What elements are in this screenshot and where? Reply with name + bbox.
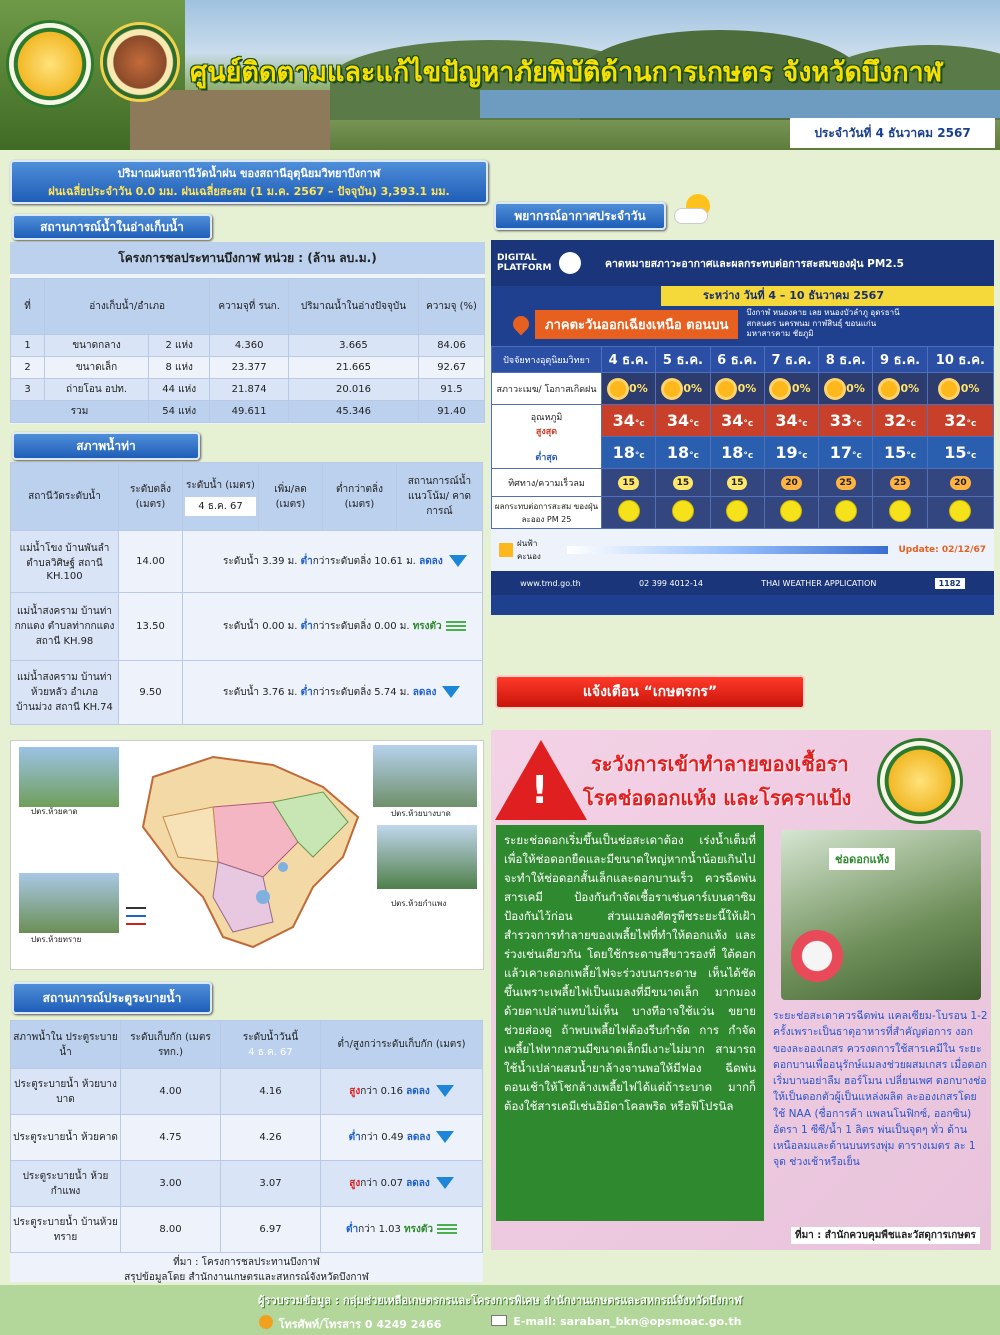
rain-chance: 0% <box>900 381 920 395</box>
min-temp-value: 15 <box>944 443 967 462</box>
map-legend <box>126 901 266 957</box>
sky-cell <box>819 373 873 405</box>
level-summary <box>183 593 483 661</box>
cell: รวม <box>11 401 149 423</box>
day-header: 8 ธ.ค. <box>819 347 873 373</box>
station-name: แม่น้ำสงคราม บ้านท่ากกแดง ตำบลท่ากกแดง สถานี KH.98 <box>11 593 119 661</box>
pm-moderate-icon <box>726 500 748 522</box>
low-word: ต่ำ <box>300 687 313 698</box>
high-low-word: ต่ำ <box>346 1224 359 1235</box>
day-header: 5 ธ.ค. <box>656 347 710 373</box>
alert-headline-2: โรคช่อดอกแห้ง และโรคราแป้ง <box>583 786 852 810</box>
min-temp <box>927 437 993 469</box>
rain-chance: 0% <box>629 381 648 395</box>
storm-icon <box>499 543 513 557</box>
reservoir-table-wrap <box>10 242 485 424</box>
min-temp <box>873 437 927 469</box>
level-label: ระดับน้ำ (เมตร) <box>186 479 255 491</box>
table-row <box>11 1115 483 1161</box>
report-date: ประจำวันที่ 4 ธันวาคม 2567 <box>790 118 995 148</box>
rain-summary <box>10 160 488 204</box>
table-row <box>11 335 485 357</box>
alert-source: ที่มา : สำนักควบคุมพืชและวัสดุการเกษตร <box>791 1227 980 1244</box>
max-temp <box>602 405 656 437</box>
cell: 21.874 <box>210 379 289 401</box>
cell: 91.5 <box>419 379 485 401</box>
wind-speed: 25 <box>890 476 911 490</box>
level-date: 4 ธ.ค. 67 <box>185 497 256 516</box>
rain-values: ฝนเฉลี่ยประจำวัน 0.0 มม. ฝนเฉลี่ยสะสม (1 ม.ค. 2567 – ปัจจุบัน) 3,393.1 มม. <box>48 185 450 198</box>
photo-gate-3 <box>373 745 477 807</box>
gates-section-title: สถานการณ์ประตูระบายน้ำ <box>12 982 212 1014</box>
col-gate-name: สภาพน้ำใน ประตูระบายน้ำ <box>11 1021 121 1069</box>
ministry-logo <box>877 738 963 824</box>
max-label: สูงสุด <box>535 426 558 437</box>
forecast-headline: คาดหมายสภาวะอากาศและผลกระทบต่อการสะสมของฝุ่น PM2.5 <box>605 257 904 270</box>
cell: 49.611 <box>210 401 289 423</box>
status-badge: ลดลง <box>406 1132 431 1143</box>
below-text: กว่าระดับตลิ่ง 5.74 ม. <box>312 687 410 698</box>
arrow-down-icon <box>436 1131 454 1143</box>
high-low-word: สูง <box>349 1178 361 1189</box>
diff-text: กว่า 0.49 <box>360 1132 404 1143</box>
photo-label: ปตร.ห้วยทราย <box>31 935 82 944</box>
temp-unit: °c <box>797 419 808 429</box>
arrow-down-icon <box>442 686 460 698</box>
min-temp-value: 18 <box>612 443 635 462</box>
status-badge: ทรงตัว <box>404 1224 433 1235</box>
footer-phone: โทรศัพท์/โทรสาร 0 4249 2466 <box>278 1318 442 1331</box>
river-table <box>10 462 483 725</box>
photo-label: ปตร.ห้วยคาด <box>31 807 78 816</box>
forecast-panel <box>491 240 994 615</box>
location-pin-icon <box>510 313 533 336</box>
rain-chance: 0% <box>791 381 811 395</box>
gate-name: ประตูระบายน้ำ ห้วยคาด <box>11 1115 121 1161</box>
min-temp <box>656 437 710 469</box>
cell: 2 แห่ง <box>149 335 210 357</box>
col-name: อ่างเก็บน้ำ/อำเภอ <box>45 279 210 335</box>
col-below: ต่ำกว่าตลิ่ง (เมตร) <box>323 463 397 531</box>
level-text: ระดับน้ำ 0.00 ม. <box>223 621 298 632</box>
rain-chance: 0% <box>960 381 980 395</box>
wind-cell <box>819 469 873 497</box>
alert-panel <box>491 730 991 1250</box>
min-temp <box>764 437 818 469</box>
sun-icon <box>718 381 734 397</box>
min-temp <box>602 437 656 469</box>
diff-text: กว่า 0.16 <box>360 1086 403 1097</box>
cell: 84.06 <box>419 335 485 357</box>
rain-chance: 0% <box>846 381 865 395</box>
high-low-word: ต่ำ <box>348 1132 361 1143</box>
level-summary <box>183 531 483 593</box>
row-label: อุณหภูมิ <box>530 412 563 423</box>
map-panel <box>10 740 484 970</box>
app-name: THAI WEATHER APPLICATION <box>761 578 877 588</box>
wind-cell <box>710 469 764 497</box>
cell: 3.665 <box>288 335 418 357</box>
max-temp <box>656 405 710 437</box>
max-temp-value: 34 <box>775 411 798 430</box>
update-stamp: Update: 02/12/67 <box>898 545 986 555</box>
table-row <box>11 593 483 661</box>
pm-moderate-icon <box>618 500 640 522</box>
arrow-down-icon <box>436 1177 454 1189</box>
sky-cell <box>656 373 710 405</box>
cell: ขนาดเล็ก <box>45 357 149 379</box>
min-temp-value: 19 <box>775 443 798 462</box>
alert-headline-1: ระวังการเข้าทำลายของเชื้อรา <box>591 752 849 776</box>
pm-cell <box>656 497 710 529</box>
row-label: สภาวะเมฆ/ โอกาสเกิดฝน <box>492 373 602 405</box>
col-store: ระดับเก็บกัก (เมตร รทก.) <box>121 1021 221 1069</box>
store-level: 4.75 <box>121 1115 221 1161</box>
status-badge: ลดลง <box>406 1086 430 1097</box>
web-link[interactable]: www.tmd.go.th <box>520 578 581 588</box>
status-badge: ลดลง <box>419 556 443 567</box>
cell: 20.016 <box>288 379 418 401</box>
river-section-title: สภาพน้ำท่า <box>12 432 200 460</box>
arrow-down-icon <box>449 555 467 567</box>
forecast-provinces: บึงกาฬ หนองคาย เลย หนองบัวลำภู อุดรธานี สกลนคร นครพนม กาฬสินธุ์ ขอนแก่น มหาสารคาม ชัยภูมิ <box>746 308 900 339</box>
brand-label: DIGITAL PLATFORM <box>497 253 552 273</box>
min-temp-value: 18 <box>666 443 690 462</box>
max-temp-value: 34 <box>612 411 635 430</box>
today-date: 4 ธ.ค. 67 <box>248 1046 293 1058</box>
rain-chance: 0% <box>737 381 757 395</box>
temp-unit: °c <box>906 451 917 461</box>
cell: 45.346 <box>288 401 418 423</box>
diff-text: กว่า 0.07 <box>360 1178 403 1189</box>
max-temp-value: 33 <box>829 411 852 430</box>
sun-cloud-icon <box>672 192 716 228</box>
sun-icon <box>664 381 680 397</box>
wind-speed: 20 <box>950 476 971 490</box>
min-temp-value: 15 <box>883 443 907 462</box>
source-line: ที่มา : โครงการชลประทานบึงกาฬ <box>173 1257 320 1268</box>
temp-unit: °c <box>634 451 645 461</box>
today-label: ระดับน้ำวันนี้ <box>242 1031 299 1043</box>
level-text: ระดับน้ำ 3.39 ม. <box>223 556 298 567</box>
max-temp-value: 34 <box>666 411 690 430</box>
status-badge: ลดลง <box>412 687 437 698</box>
source-line: สรุปข้อมูลโดย สำนักงานเกษตรและสหกรณ์จังหวัดบึงกาฬ <box>124 1272 369 1283</box>
max-temp-value: 34 <box>721 411 744 430</box>
cell: 21.665 <box>288 357 418 379</box>
alert-section-title: แจ้งเตือน “เกษตรกร” <box>495 675 805 709</box>
day-header: 4 ธ.ค. <box>602 347 656 373</box>
wind-speed: 15 <box>618 476 639 490</box>
pm-cell <box>710 497 764 529</box>
pm-moderate-icon <box>889 500 911 522</box>
col-pct: ความจุ (%) <box>419 279 485 335</box>
day-header: 9 ธ.ค. <box>873 347 927 373</box>
photo-gate-1 <box>19 747 119 807</box>
day-header: 7 ธ.ค. <box>764 347 818 373</box>
diff-text: กว่า 1.03 <box>358 1224 401 1235</box>
forecast-section-title: พยากรณ์อากาศประจำวัน <box>494 202 666 230</box>
footer-email[interactable]: E-mail: saraban_bkn@opsmoac.go.th <box>513 1315 742 1328</box>
sky-cell <box>873 373 927 405</box>
pm-moderate-icon <box>780 500 802 522</box>
min-temp <box>710 437 764 469</box>
wind-cell <box>927 469 993 497</box>
wind-cell <box>873 469 927 497</box>
min-temp-value: 17 <box>829 443 852 462</box>
table-row <box>11 661 483 725</box>
wind-speed: 15 <box>673 476 694 490</box>
row-label: ทิศทาง/ความเร็วลม <box>492 469 602 497</box>
col-change: เพิ่ม/ลด (เมตร) <box>259 463 323 531</box>
low-word: ต่ำ <box>300 621 313 632</box>
steady-icon <box>446 619 466 633</box>
cell: ขนาดกลาง <box>45 335 149 357</box>
temp-unit: °c <box>966 419 977 429</box>
phone-icon <box>259 1315 273 1329</box>
max-temp <box>710 405 764 437</box>
alert-body: ระยะช่อดอกเริ่มขึ้นเป็นช่อสะเดาต้อง เร่งน้ำเต็มที่ เพื่อให้ช่อดอกยืดและมีขนาดใหญ่หากน้ำน้อยเกินไป จะทำให้ช่อดอกสั้นเล็กและดอกบานเร็ว ควรฉีดพ่น สารเคมี ป้องกันกำจัดเชื้อราเช่นคาร์เบนดาซิม ป้องกันไว้ก่อน ส่วนแมลงศัตรูพืชระยะนี้ให้เฝ้า สำรวจการทำลายของเพลี้ยไฟที่ทำให้ดอกแห้ง และร่วงเช่นเดียวกัน โดยใช้กระดาษสีขาวรองที่ ใต้ดอกแล้วเคาะดอกเพลี้ยไฟจะร่วงบนกระดาษ เห็นได้ชัดขึ้นเพราะเพลี้ยไฟเป็นแมลงที่มีขนาดเล็ก มากมองด้วยตาเปล่าแทบไม่เห็น บางทีอาจใช้แว่น ขยายช่วยส่องดู ถ้าพบเพลี้ยไฟต้องรีบกำจัด การ กำจัดเพลี้ยไฟหากสวนมีขนาดเล็กมีเงาะไม่มาก สามารถใช้น้ำเปล่าผสมน้ำยาล้างจานพอให้มีฟอง ฉีดพ่นตอนเช้าให้โชกล้างเพลี้ยไฟได้แต่ถ้าระบาด มากก็ต้องใช้สารเคมีเช่นอิมิดาโคลพริด หรือฟิโปรนิล <box>496 825 764 1221</box>
col-no: ที่ <box>11 279 45 335</box>
level-summary <box>183 661 483 725</box>
today-level: 6.97 <box>221 1207 321 1253</box>
day-header: 6 ธ.ค. <box>710 347 764 373</box>
cell: 1 <box>11 335 45 357</box>
col-trend: สถานการณ์น้ำ แนวโน้ม/ คาดการณ์ <box>397 463 483 531</box>
low-word: ต่ำ <box>300 556 313 567</box>
wind-speed: 15 <box>727 476 748 490</box>
wind-cell <box>656 469 710 497</box>
temp-unit: °c <box>851 419 862 429</box>
forecast-region: ภาคตะวันออกเฉียงเหนือ ตอนบน <box>535 310 738 339</box>
temp-unit: °c <box>689 419 699 429</box>
forecast-period: ระหว่าง วันที่ 4 – 10 ธันวาคม 2567 <box>661 286 994 306</box>
min-temp <box>819 437 873 469</box>
temp-unit: °c <box>906 419 917 429</box>
store-level: 8.00 <box>121 1207 221 1253</box>
diff-cell <box>321 1207 483 1253</box>
photo-gate-4 <box>377 825 477 889</box>
pm-cell <box>927 497 993 529</box>
bank-level: 13.50 <box>119 593 183 661</box>
temp-unit: °c <box>797 451 808 461</box>
tmd-logo <box>559 252 581 274</box>
temp-unit: °c <box>966 451 977 461</box>
pm-moderate-icon <box>835 500 857 522</box>
min-temp-value: 18 <box>721 443 744 462</box>
table-row <box>11 531 483 593</box>
temp-label-cell <box>492 405 602 469</box>
phone-number: 02 399 4012-14 <box>639 578 703 588</box>
pm-cell <box>602 497 656 529</box>
wind-speed: 25 <box>836 476 857 490</box>
rain-title: ปริมาณฝนสถานีวัดน้ำฝน ของสถานีอุตุนิยมวิทยาบึงกาฬ <box>117 167 381 180</box>
max-temp-value: 32 <box>883 411 907 430</box>
temp-unit: °c <box>743 451 754 461</box>
arrow-down-icon <box>436 1085 454 1097</box>
col-today <box>221 1021 321 1069</box>
rain-chance: 0% <box>683 381 703 395</box>
max-temp <box>764 405 818 437</box>
page-title: ศูนย์ติดตามและแก้ไขปัญหาภัยพิบัติด้านการเกษตร จังหวัดบึงกาฬ <box>190 57 943 88</box>
day-header: 10 ธ.ค. <box>927 347 993 373</box>
bank-level: 14.00 <box>119 531 183 593</box>
below-text: กว่าระดับตลิ่ง 0.00 ม. <box>312 621 410 632</box>
cell: 23.377 <box>210 357 289 379</box>
gates-table <box>10 1020 483 1253</box>
today-level: 4.26 <box>221 1115 321 1161</box>
sky-cell <box>710 373 764 405</box>
sky-cell <box>764 373 818 405</box>
province-seal <box>100 22 180 102</box>
wind-cell <box>602 469 656 497</box>
temp-unit: °c <box>689 451 699 461</box>
sun-cloud-icon <box>827 381 843 397</box>
today-level: 4.16 <box>221 1069 321 1115</box>
col-cap: ความจุที่ รนก. <box>210 279 289 335</box>
hotline-number: 1182 <box>935 578 965 589</box>
max-temp <box>819 405 873 437</box>
diff-cell <box>321 1115 483 1161</box>
cell: 4.360 <box>210 335 289 357</box>
today-level: 3.07 <box>221 1161 321 1207</box>
col-station: สถานีวัดระดับน้ำ <box>11 463 119 531</box>
max-temp-value: 32 <box>944 411 967 430</box>
forecast-table <box>491 346 994 529</box>
sky-cell <box>602 373 656 405</box>
photo-label: ปตร.ห้วยกำแพง <box>391 899 447 908</box>
table-total-row <box>11 401 485 423</box>
diff-cell <box>321 1161 483 1207</box>
station-name: แม่น้ำสงคราม บ้านท่าห้วยหลัว อำเภอบ้านม่วง สถานี KH.74 <box>11 661 119 725</box>
sun-cloud-icon <box>772 381 788 397</box>
pm-moderate-icon <box>672 500 694 522</box>
gates-table-wrap <box>10 1020 483 1282</box>
cell: 8 แห่ง <box>149 357 210 379</box>
legend-label: ฝนฟ้า คะนอง <box>517 539 541 561</box>
pm-cell <box>819 497 873 529</box>
col-cur: ปริมาณน้ำในอ่างปัจจุบัน <box>288 279 418 335</box>
sun-icon <box>610 381 626 397</box>
wind-speed: 20 <box>781 476 802 490</box>
pm-cell <box>764 497 818 529</box>
forecast-topbar <box>491 240 994 286</box>
plant-photo <box>781 830 981 1000</box>
max-temp <box>873 405 927 437</box>
temp-unit: °c <box>851 451 862 461</box>
footer <box>0 1285 1000 1335</box>
cell: 91.40 <box>419 401 485 423</box>
row-label: ปัจจัยทางอุตุนิยมวิทยา <box>492 347 602 373</box>
high-low-word: สูง <box>349 1086 361 1097</box>
status-badge: ทรงตัว <box>412 621 442 632</box>
legend-scale <box>567 546 888 554</box>
pm-cell <box>873 497 927 529</box>
status-badge: ลดลง <box>406 1178 430 1189</box>
pm-moderate-icon <box>949 500 971 522</box>
ministry-logo <box>6 20 94 108</box>
forecast-contact <box>491 571 994 595</box>
cell: 92.67 <box>419 357 485 379</box>
sky-cell <box>927 373 993 405</box>
store-level: 4.00 <box>121 1069 221 1115</box>
gate-name: ประตูระบายน้ำ ห้วยกำแพง <box>11 1161 121 1207</box>
col-diff: ต่ำ/สูงกว่าระดับเก็บกัก (เมตร) <box>321 1021 483 1069</box>
gate-name: ประตูระบายน้ำ บ้านห้วยทราย <box>11 1207 121 1253</box>
cell: ถ่ายโอน อปท. <box>45 379 149 401</box>
warning-exclamation: ! <box>531 768 549 812</box>
level-text: ระดับน้ำ 3.76 ม. <box>223 687 298 698</box>
alert-side-text: ระยะช่อสะเดาควรฉีดพ่น แคลเซียม-โบรอน 1-2 ครั้งเพราะเป็นธาตุอาหารที่สำคัญต่อการ งอกของละอองเกสร ควรงดการใช้สารเคมีใน ระยะดอกบานเพื่ออนุรักษ์แมลงช่วยผสมเกสร เมื่อดอกเริ่มบานอย่าลืม ฮอร์โมน เปลี่ยนเพศ ดอกบางช่อให้เป็นดอกตัวผู้เป็นแหล่งผลิต ละอองเกสรโดยใช้ NAA (ชื่อการค้า แพลนโนฟิกซ์, ออกซิน) อัตรา 1 ซีซี/น้ำ 1 ลิตร พ่นเป็นจุดๆ ทั่ว ด้านเหนือลมและด้านบนทรงพุ่ม ตารางเมตร ละ 1 จุด ช่วงเช้าหรือเย็น <box>773 1010 988 1169</box>
temp-unit: °c <box>634 419 645 429</box>
sun-cloud-icon <box>941 381 957 397</box>
col-level <box>183 463 259 531</box>
temp-unit: °c <box>743 419 754 429</box>
station-name: แม่น้ำโขง บ้านพันลำ ตำบลวิศิษฐ์ สถานี KH.100 <box>11 531 119 593</box>
table-row <box>11 1161 483 1207</box>
wind-cell <box>764 469 818 497</box>
bank-level: 9.50 <box>119 661 183 725</box>
below-text: กว่าระดับตลิ่ง 10.61 ม. <box>312 556 416 567</box>
mail-icon <box>491 1315 507 1326</box>
reservoir-table <box>10 278 485 423</box>
sun-cloud-icon <box>881 381 897 397</box>
river-table-wrap <box>10 462 483 724</box>
cell: 3 <box>11 379 45 401</box>
max-temp <box>927 405 993 437</box>
forecast-legend <box>491 529 994 571</box>
min-label: ต่ำสุด <box>535 452 558 463</box>
header-banner <box>0 0 1000 150</box>
photo-label: ปตร.ห้วยบางบาด <box>391 809 451 818</box>
table-row <box>11 379 485 401</box>
col-bank: ระดับตลิ่ง (เมตร) <box>119 463 183 531</box>
photo-caption: ช่อดอกแห้ง <box>829 848 895 870</box>
table-row <box>11 1207 483 1253</box>
footer-compiler: ผู้รวบรวมข้อมูล : กลุ่มช่วยเหลือเกษตรกรและโครงการพิเศษ สำนักงานเกษตรและสหกรณ์จังหวัดบึงกาฬ <box>258 1294 742 1307</box>
photo-gate-2 <box>19 873 119 933</box>
reservoir-table-title: โครงการชลประทานบึงกาฬ หน่วย : (ล้าน ลบ.ม.) <box>10 242 485 274</box>
gate-name: ประตูระบายน้ำ ห้วยบางบาด <box>11 1069 121 1115</box>
cell: 54 แห่ง <box>149 401 210 423</box>
steady-icon <box>437 1222 457 1236</box>
diff-cell <box>321 1069 483 1115</box>
table-row <box>11 357 485 379</box>
cell: 44 แห่ง <box>149 379 210 401</box>
store-level: 3.00 <box>121 1161 221 1207</box>
cell: 2 <box>11 357 45 379</box>
table-row <box>11 1069 483 1115</box>
row-label: ผลกระทบต่อการสะสม ของฝุ่นละออง PM 25 <box>492 497 602 529</box>
reservoir-section-title: สถานการณ์น้ำในอ่างเก็บน้ำ <box>12 214 212 240</box>
